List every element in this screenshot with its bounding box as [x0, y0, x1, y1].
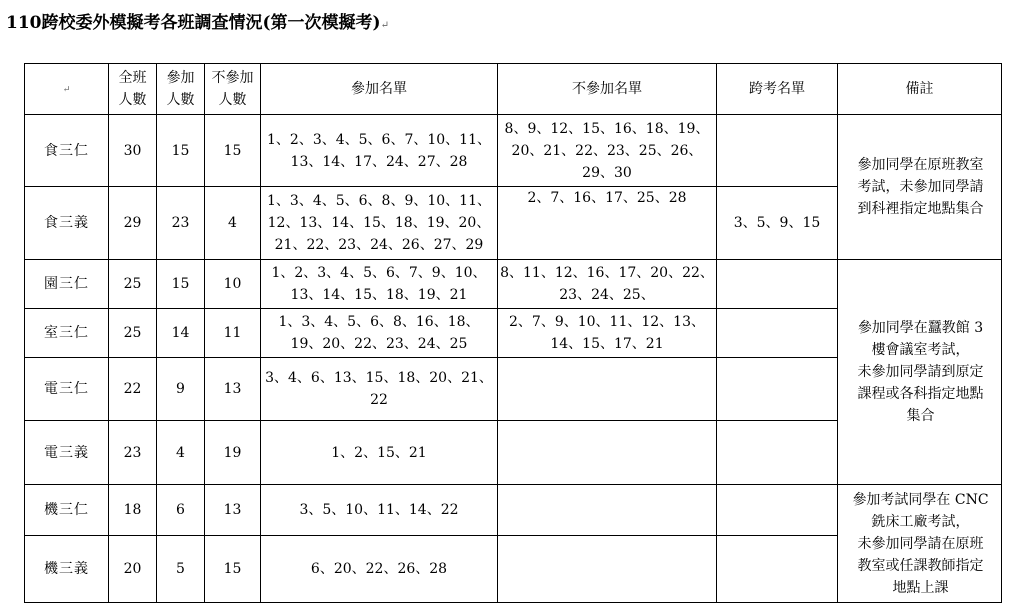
cross-list — [717, 260, 838, 309]
attend-count: 5 — [157, 536, 205, 603]
attend-count: 15 — [157, 115, 205, 187]
absent-list — [498, 485, 717, 536]
absent-count: 11 — [205, 309, 261, 358]
class-name: 食三義 — [25, 187, 109, 260]
class-name: 機三仁 — [25, 485, 109, 536]
absent-list — [498, 536, 717, 603]
class-name: 電三義 — [25, 421, 109, 485]
class-name: 園三仁 — [25, 260, 109, 309]
attend-list: 6、20、22、26、28 — [261, 536, 498, 603]
attend-count: 9 — [157, 358, 205, 421]
attend-list: 1、3、4、5、6、8、9、10、11、 12、13、14、15、18、19、20、 21、22、23、24、26、27、29 — [261, 187, 498, 260]
table-row — [25, 485, 1002, 536]
absent-count: 13 — [205, 358, 261, 421]
header-absent-list: 不參加名單 — [498, 64, 717, 115]
cross-list — [717, 309, 838, 358]
absent-list: 8、9、12、15、16、18、19、 20、21、22、23、25、26、 29、30 — [498, 115, 717, 187]
class-name: 食三仁 — [25, 115, 109, 187]
header-total: 全班 人數 — [109, 64, 157, 115]
header-absent: 不參加 人數 — [205, 64, 261, 115]
attend-list: 1、2、3、4、5、6、7、10、11、 13、14、17、24、27、28 — [261, 115, 498, 187]
attend-list: 1、2、15、21 — [261, 421, 498, 485]
attend-count: 15 — [157, 260, 205, 309]
class-name: 電三仁 — [25, 358, 109, 421]
header-notes: 備註 — [838, 64, 1002, 115]
class-name: 室三仁 — [25, 309, 109, 358]
absent-count: 13 — [205, 485, 261, 536]
total-count: 30 — [109, 115, 157, 187]
total-count: 29 — [109, 187, 157, 260]
header-attend-list: 參加名單 — [261, 64, 498, 115]
cross-list — [717, 536, 838, 603]
attend-list: 3、5、10、11、14、22 — [261, 485, 498, 536]
absent-count: 15 — [205, 115, 261, 187]
attend-list: 1、3、4、5、6、8、16、18、 19、20、22、23、24、25 — [261, 309, 498, 358]
total-count: 22 — [109, 358, 157, 421]
attend-count: 23 — [157, 187, 205, 260]
absent-count: 15 — [205, 536, 261, 603]
total-count: 20 — [109, 536, 157, 603]
page-title-text: 110跨校委外模擬考各班調查情況(第一次模擬考) — [6, 13, 381, 33]
table-row — [25, 115, 1002, 187]
absent-count: 10 — [205, 260, 261, 309]
survey-table — [24, 63, 1002, 603]
total-count: 23 — [109, 421, 157, 485]
absent-count: 4 — [205, 187, 261, 260]
paragraph-mark-icon: ↵ — [380, 20, 389, 31]
header-attend: 參加 人數 — [157, 64, 205, 115]
class-name: 機三義 — [25, 536, 109, 603]
absent-list: 2、7、9、10、11、12、13、 14、15、17、21 — [498, 309, 717, 358]
cross-list — [717, 421, 838, 485]
cross-list — [717, 358, 838, 421]
cross-list — [717, 115, 838, 187]
total-count: 25 — [109, 309, 157, 358]
absent-list: 2、7、16、17、25、28 — [498, 187, 717, 260]
header-cross-list: 跨考名單 — [717, 64, 838, 115]
table-row — [25, 260, 1002, 309]
cross-list: 3、5、9、15 — [717, 187, 838, 260]
attend-list: 3、4、6、13、15、18、20、21、 22 — [261, 358, 498, 421]
absent-count: 19 — [205, 421, 261, 485]
header-row — [25, 64, 1002, 115]
absent-list: 8、11、12、16、17、20、22、 23、24、25、 — [498, 260, 717, 309]
attend-list: 1、2、3、4、5、6、7、9、10、 13、14、15、18、19、21 — [261, 260, 498, 309]
total-count: 25 — [109, 260, 157, 309]
absent-list — [498, 421, 717, 485]
attend-count: 4 — [157, 421, 205, 485]
notes-cell: 參加同學在原班教室 考試，未參加同學請 到科裡指定地點集合 — [838, 115, 1002, 260]
absent-list — [498, 358, 717, 421]
cross-list — [717, 485, 838, 536]
total-count: 18 — [109, 485, 157, 536]
attend-count: 6 — [157, 485, 205, 536]
notes-cell: 參加同學在蠶教館 3 樓會議室考試， 未參加同學請到原定 課程或各科指定地點 集合 — [838, 260, 1002, 485]
header-blank: ↵ — [25, 64, 109, 115]
page-title — [6, 8, 389, 33]
notes-cell: 參加考試同學在 CNC 銑床工廠考試， 未參加同學請在原班 教室或任課教師指定 地點上課 — [838, 485, 1002, 603]
attend-count: 14 — [157, 309, 205, 358]
